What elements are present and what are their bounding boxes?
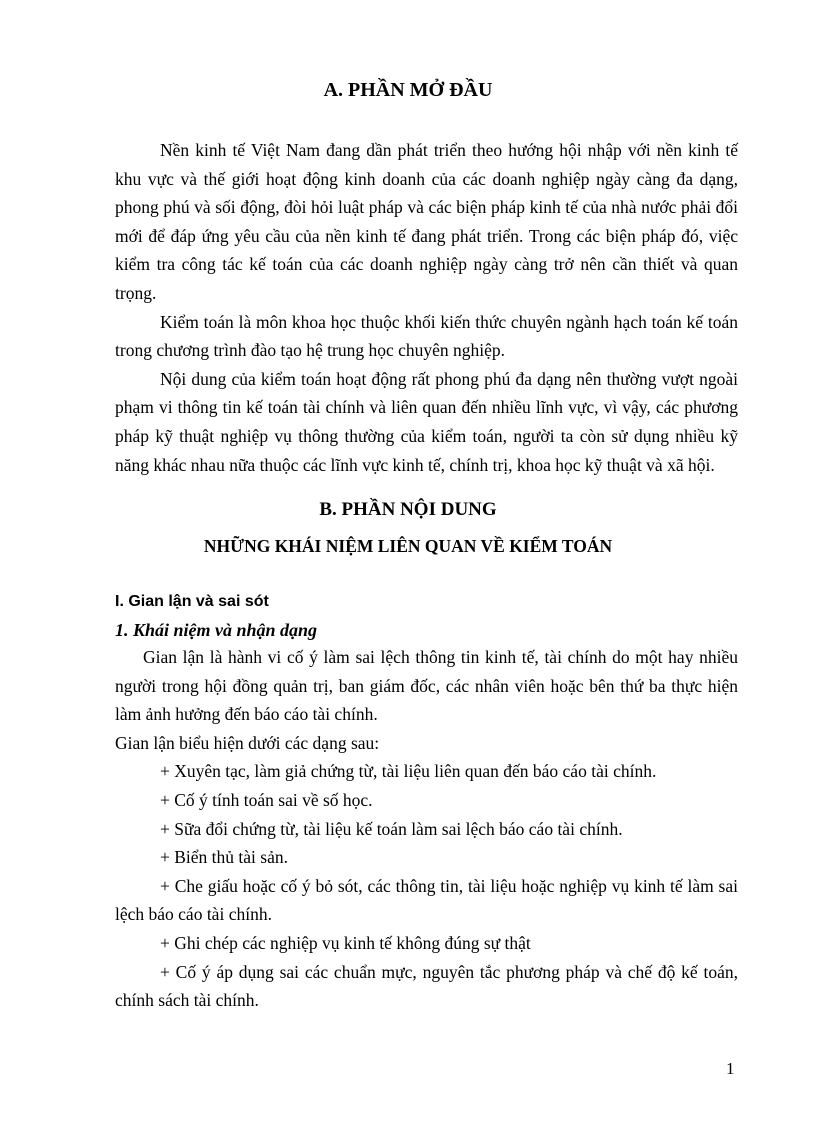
definition-section <box>115 643 738 1015</box>
section-b-subtitle: NHỮNG KHÁI NIỆM LIÊN QUAN VỀ KIỂM TOÁN <box>203 536 613 556</box>
form-item-7: + Cố ý áp dụng sai các chuẩn mực, nguyên tắc phương pháp và chế độ kế toán, chính sách tài chính. <box>115 961 738 1011</box>
definition-paragraph: Gian lận là hành vi cố ý làm sai lệch thông tin kinh tế, tài chính do một hay nhiều người trong hội đồng quản trị, ban giám đốc, các nhân viên hoặc bên thứ ba thực hiện làm ảnh hưởng đến báo cáo tài chính. <box>115 647 738 725</box>
form-item-2: + Cố ý tính toán sai về số học. <box>160 789 373 810</box>
section-a-title: A. PHẦN MỞ ĐẦU <box>323 79 493 101</box>
form-item-6: + Ghi chép các nghiệp vụ kinh tế không đúng sự thật <box>160 932 531 953</box>
intro-section <box>115 136 738 479</box>
forms-intro: Gian lận biểu hiện dưới các dạng sau: <box>115 732 380 753</box>
form-item-3: + Sữa đổi chứng từ, tài liệu kế toán làm sai lệch báo cáo tài chính. <box>160 818 623 839</box>
form-item-5: + Che giấu hoặc cố ý bỏ sót, các thông tin, tài liệu hoặc nghiệp vụ kinh tế làm sai lệch báo cáo tài chính. <box>115 875 738 925</box>
section-b-title: B. PHẦN NỘI DUNG <box>319 499 497 520</box>
intro-paragraph-2: Kiểm toán là môn khoa học thuộc khối kiến thức chuyên ngành hạch toán kế toán trong chương trình đào tạo hệ trung học chuyên nghiệp. <box>115 311 738 361</box>
intro-paragraph-1: Nền kinh tế Việt Nam đang dần phát triển theo hướng hội nhập với nền kinh tế khu vực và thế giới hoạt động kinh doanh của các doanh nghiệp ngày càng đa dạng, phong phú và sối động, đòi hỏi luật pháp và các biện pháp kinh tế của nhà nước phải đổi mới để đáp ứng yêu cầu của nền kinh tế đang phát triển. Trong các biện pháp đó, việc kiểm tra công tác kế toán của các doanh nghiệp ngày càng trở nên cần thiết và quan trọng. <box>115 140 738 303</box>
form-item-4: + Biển thủ tài sản. <box>160 847 288 868</box>
form-item-1: + Xuyên tạc, làm giả chứng từ, tài liệu liên quan đến báo cáo tài chính. <box>160 761 657 782</box>
section-i-heading: I. Gian lận và sai sót <box>115 593 269 610</box>
page-number: 1 <box>726 1059 735 1078</box>
subsection-1-heading: 1. Khái niệm và nhận dạng <box>115 620 318 640</box>
intro-paragraph-3: Nội dung của kiểm toán hoạt động rất phong phú đa dạng nên thường vượt ngoài phạm vi thông tin kế toán tài chính và liên quan đến nhiều lĩnh vực, vì vậy, các phương pháp kỹ thuật nghiệp vụ thông thường của kiểm toán, người ta còn sử dụng nhiều kỹ năng khác nhau nữa thuộc các lĩnh vực kinh tế, chính trị, khoa học kỹ thuật và xã hội. <box>115 368 738 475</box>
